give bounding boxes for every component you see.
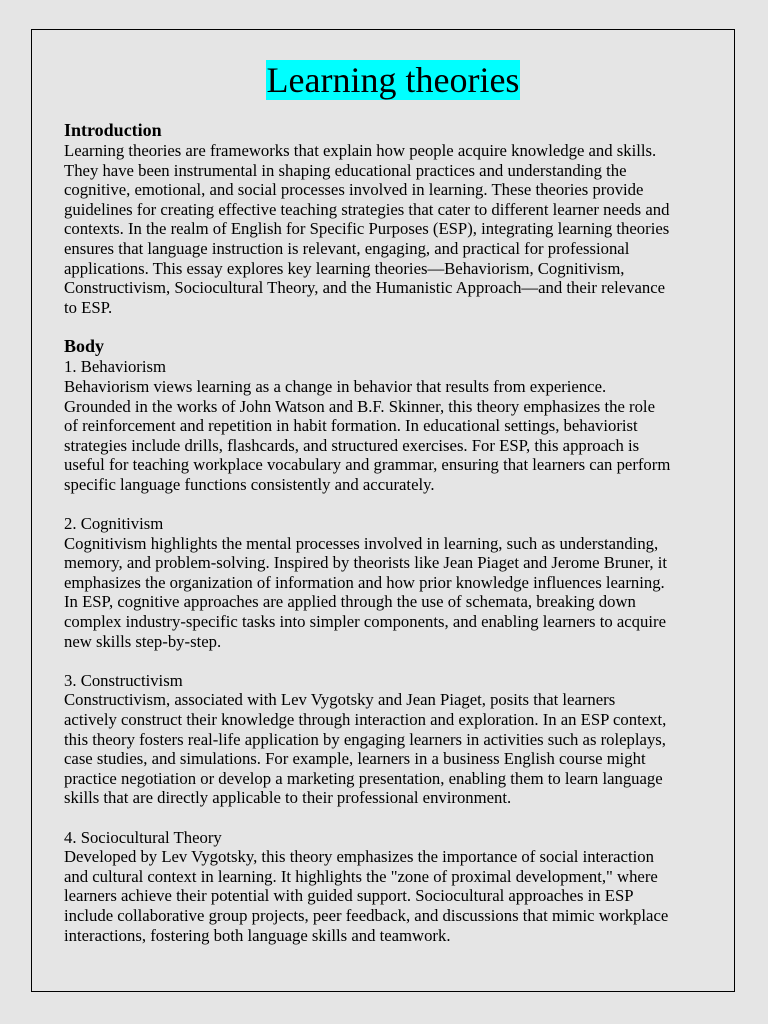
document-content [64,60,722,945]
section-text: Developed by Lev Vygotsky, this theory emphasizes the importance of social interaction and cultural context in learning. It highlights the "zone of proximal development," where learners achieve their potential with guided support. Sociocultural approaches in ESP include collaborative group projects, peer feedback, and discussions that mimic workplace interactions, fostering both language skills and teamwork. [64,847,669,945]
section-constructivism [64,671,722,808]
introduction-text: Learning theories are frameworks that explain how people acquire knowledge and skills. They have been instrumental in shaping educational practices and understanding the cognitive, emotional, and social processes involved in learning. These theories provide guidelines for creating effective teaching strategies that cater to different learner needs and contexts. In the realm of English for Specific Purposes (ESP), integrating learning theories ensures that language instruction is relevant, engaging, and practical for professional applications. This essay explores key learning theories—Behaviorism, Cognitivism, Constructivism, Sociocultural Theory, and the Humanistic Approach—and their relevance to ESP. [64,141,670,317]
section-behaviorism [64,357,722,494]
body-section [64,336,722,945]
body-heading: Body [64,336,105,357]
introduction-heading: Introduction [64,120,162,140]
section-text: Behaviorism views learning as a change in behavior that results from experience. Grounded in the works of John Watson and B.F. Skinner, this theory emphasizes the role of reinforcement and repetition in habit formation. In educational settings, behaviorist strategies include drills, flashcards, and structured exercises. For ESP, this approach is useful for teaching workplace vocabulary and grammar, ensuring that learners can perform specific language functions consistently and accurately. [64,376,671,494]
section-cognitivism [64,514,722,651]
section-title: 4. Sociocultural Theory [64,827,222,847]
section-title: 3. Constructivism [64,670,183,690]
section-title: 1. Behaviorism [64,357,166,377]
section-text: Constructivism, associated with Lev Vygotsky and Jean Piaget, posits that learners actively construct their knowledge through interaction and exploration. In an ESP context, this theory fosters real-life application by engaging learners in activities such as roleplays, case studies, and simulations. For example, learners in a business English course might practice negotiation or develop a marketing presentation, enabling them to learn language skills that are directly applicable to their professional environment. [64,690,667,808]
section-title: 2. Cognitivism [64,514,164,534]
title-wrapper [64,60,722,100]
section-sociocultural-theory [64,828,722,946]
document-title: Learning theories [266,60,520,100]
introduction-section [64,120,722,317]
section-text: Cognitivism highlights the mental processes involved in learning, such as understanding, memory, and problem-solving. Inspired by theorists like Jean Piaget and Jerome Bruner, it emphasizes the organization of information and how prior knowledge influences learning. In ESP, cognitive approaches are applied through the use of schemata, breaking down complex industry-specific tasks into simpler components, and enabling learners to acquire new skills step-by-step. [64,533,668,651]
